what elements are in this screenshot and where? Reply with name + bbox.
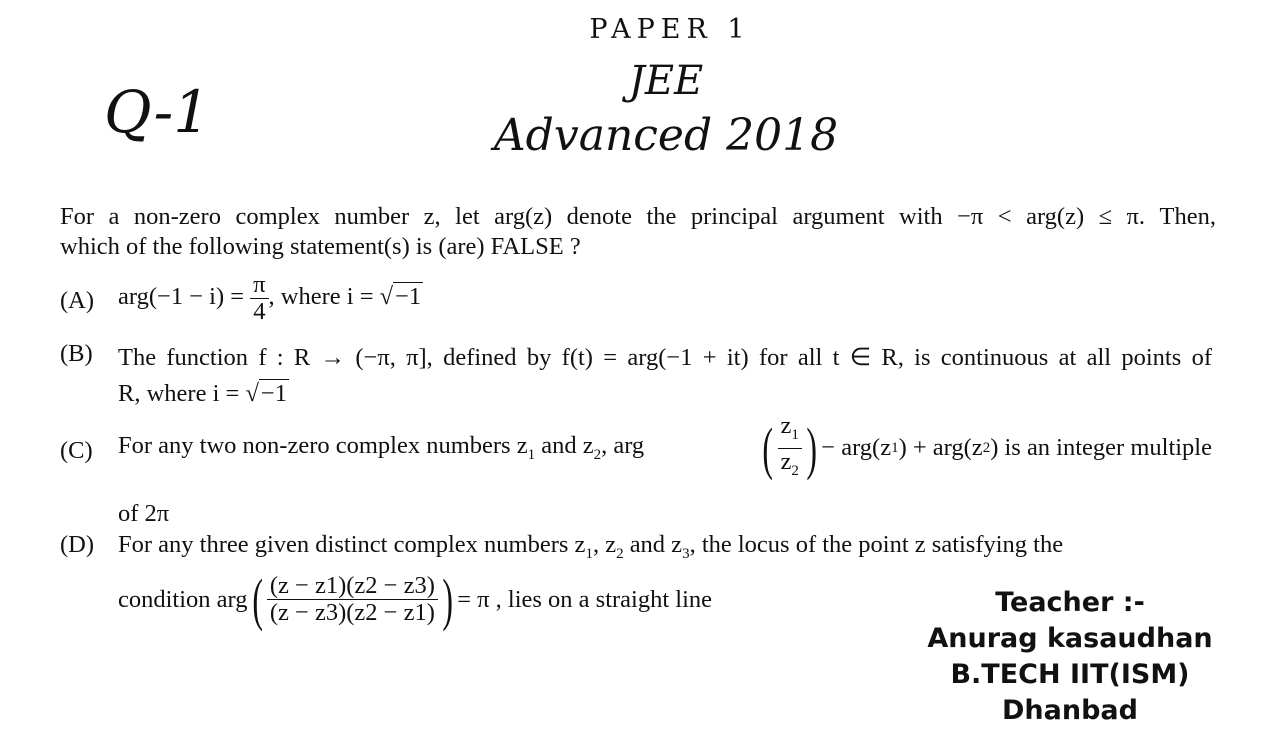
exam-title: JEE [628,58,704,104]
option-d-fraction [267,573,438,626]
question-number: Q-1 [104,78,211,146]
option-b-line-2 [118,376,1212,412]
option-b-text [118,340,1212,412]
option-c-expression: ( $\frac{z_1}{z_2}$ ) − arg(z 1 ) + arg(z 2 ) is an integer multiple [758,413,1212,484]
teacher-title: Teacher :- [995,587,1145,618]
option-d-denominator: (z − z3)(z2 − z1) [269,599,435,626]
option-a-part1: arg(−1 − i) = [118,283,245,311]
option-a-label: (A) [60,287,95,314]
option-b-line-2-text: R, where i = [118,380,240,407]
option-c-label: (C) [60,437,93,464]
option-c-line-2: of 2π [118,500,170,527]
option-a-denominator: 4 [253,298,266,325]
option-c-fraction: $\frac{z_1}{z_2}$ [778,413,802,484]
question-stem [60,202,1216,262]
option-a-numerator: π [250,272,268,299]
teacher-credits [880,585,1260,729]
option-d-condition: condition arg [118,585,248,613]
option-c-text [118,408,1212,488]
exam-year: Advanced 2018 [493,110,839,161]
option-b-label: (B) [60,340,93,367]
paper-label: PAPER 1 [589,14,751,45]
option-a-fraction [250,272,268,325]
option-d-numerator: (z − z1)(z2 − z3) [267,573,438,600]
option-a-sqrt: √−1 [379,283,422,311]
option-a-part2: , where i = [268,283,374,311]
option-c-part1: For any two non-zero complex numbers $z_1$ and $z_2$, arg [118,432,645,463]
option-d-line-1 [118,531,1212,563]
teacher-credential: B.TECH IIT(ISM) Dhanbad [950,659,1190,726]
option-d-result: = π , lies on a straight line [457,585,713,613]
option-d-line-1-text: For any three given distinct complex numbers $z_1$, $z_2$ and $z_3$, the locus of the point z satisfying the [118,531,1064,562]
option-d-label: (D) [60,531,95,558]
option-a-text [118,272,423,325]
stem-line-2: which of the following statement(s) is (are) FALSE ? [60,233,581,260]
option-b-line-1: The function f : R → (−π, π], defined by f(t) = arg(−1 + it) for all t ∈ R, is continuous at all points of [118,344,1212,371]
stem-line-1: For a non-zero complex number z, let arg(z) denote the principal argument with −π < arg(z) ≤ π. Then, [60,203,1216,230]
teacher-name: Anurag kasaudhan [927,623,1213,654]
option-b-sqrt: √−1 [245,380,287,407]
option-d-line-2: condition arg ( $\frac{(z - z1)(z2 - z3)}{(z - z3)(z2 - z1)}$ ) = π , lies on a straight line [118,567,713,632]
